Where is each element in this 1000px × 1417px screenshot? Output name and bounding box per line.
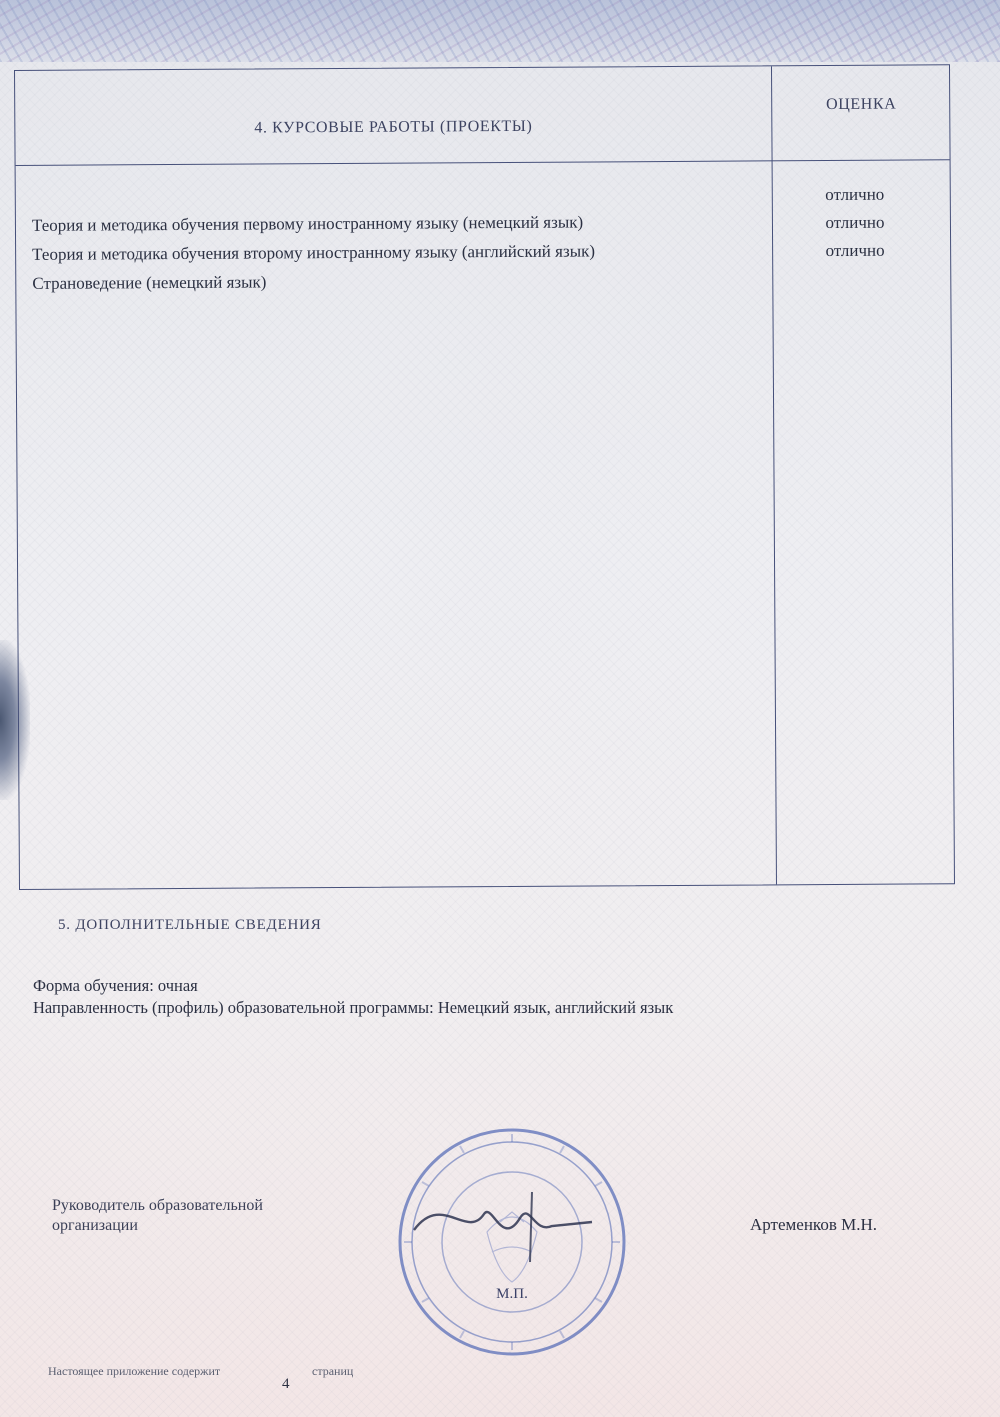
- coursework-grade: отлично: [825, 212, 885, 233]
- page-count-note: [48, 1364, 354, 1392]
- head-label-line: Руководитель образовательной: [52, 1197, 263, 1214]
- head-of-organization-label: [52, 1196, 263, 1236]
- additional-info-heading: 5. ДОПОЛНИТЕЛЬНЫЕ СВЕДЕНИЯ: [58, 917, 322, 933]
- coursework-list: [32, 206, 763, 297]
- table-header-divider: [16, 159, 950, 166]
- study-form: Форма обучения: очная: [33, 976, 198, 995]
- coursework-grade: отлично: [825, 240, 885, 261]
- grade-list: [772, 180, 939, 265]
- document-background-band: [0, 0, 1000, 62]
- coursework-title: Теория и методика обучения второму иностранному языку (английский язык): [32, 241, 596, 264]
- coursework-grade: отлично: [825, 184, 885, 205]
- page-count-label: Настоящее приложение содержит: [48, 1364, 221, 1378]
- courseworks-table: [14, 64, 955, 890]
- head-label-line: организации: [52, 1217, 138, 1234]
- additional-info: [33, 975, 673, 1019]
- coursework-title: Теория и методика обучения первому иностранному языку (немецкий язык): [31, 212, 584, 235]
- program-profile: Направленность (профиль) образовательной программы: Немецкий язык, английский язык: [33, 998, 674, 1017]
- coursework-title: Страноведение (немецкий язык): [32, 272, 267, 293]
- official-seal: [392, 1122, 632, 1362]
- grade-column-heading: ОЦЕНКА: [826, 95, 897, 114]
- pages-word: страниц: [312, 1364, 354, 1378]
- seal-mp-label: М.П.: [496, 1286, 528, 1302]
- page-count-value: 4: [282, 1376, 290, 1392]
- director-name: Артеменков М.Н.: [750, 1215, 877, 1234]
- courseworks-heading: 4. КУРСОВЫЕ РАБОТЫ (ПРОЕКТЫ): [254, 117, 533, 137]
